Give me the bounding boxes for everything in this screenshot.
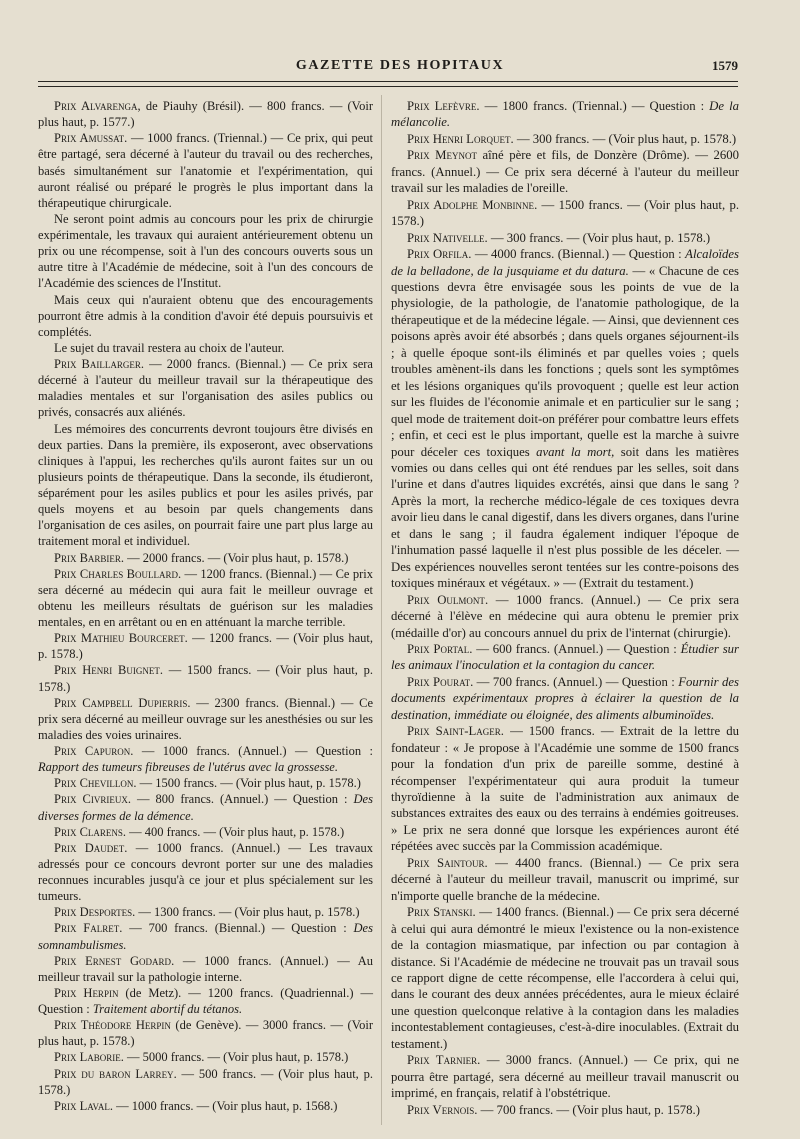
prize-text: . — 700 francs. (Annuel.) — Question : (470, 674, 679, 689)
prize-text: . — 1300 francs. — (Voir plus haut, p. 1578.) (132, 905, 360, 920)
prize-paragraph (38, 98, 373, 130)
prize-question: Fournir des documents expérimentaux propres à éclairer la question de la destination, immédiate ou éloignée, des aliments albuminoïdes. (391, 674, 740, 722)
prize-text: soit dans les matières vomies ou dans celles qui ont été rendues par les selles, soit dans l'urine et dans d'autres liquides excrétés, ainsi que dans le sang ? Après la mort, la recherche médico-légale de ces toxiques devra avoir lieu dans le canal digestif, dans les divers organes, dans l'urine et dans le sang ; il faudra également indiquer l'époque de l'inhumation passé laquelle il n'est plus possible de les déceler. — Des expériences nouvelles seront tentées sur les contre-poisons des toxiques minéraux et végétaux. » — (Extrait du testament.) (391, 444, 739, 591)
prize-question: Des somnambulismes. (38, 921, 373, 952)
prize-name: Prix Charles Boullard (54, 566, 178, 581)
prize-text: . — 2000 francs. (Biennal.) — Ce prix sera décerné à l'auteur du meilleur travail sur la thérapeutique des maladies mentales et sur l'organisation des asiles publics ou privés, consacrés aux aliénés. (38, 357, 373, 420)
prize-paragraph (38, 340, 373, 356)
prize-name: Prix Alvarenga (54, 99, 138, 113)
right-column (391, 98, 739, 1118)
prize-paragraph (38, 791, 373, 823)
prize-text: Le sujet du travail restera au choix de l'auteur. (54, 340, 285, 355)
prize-name: Prix Civrieux (54, 792, 128, 807)
prize-name: Prix Stanski (407, 905, 473, 920)
prize-text: . — 1000 francs. (Annuel.) — Au meilleur travail sur la pathologie interne. (38, 953, 373, 984)
prize-name: Prix Henri Buignet (54, 663, 160, 678)
prize-name: Prix Herpin (54, 985, 119, 1000)
prize-paragraph (391, 147, 739, 196)
prize-text: . — 1400 francs. (Biennal.) — Ce prix sera décerné à celui qui aura démontré le mieux l'existence ou la non-existence de la contagion miasmatique, par infection ou par contagion à distance. Si l'Académie de médecine ne trouvait pas un travail sous ce rapport digne de cette récompense, elle l'accordera à celui qui, dans le courant des deux années précédentes, aura le mieux éclairé une question quelconque relative à la contagion dans les maladies incontestablement contagieuses, c'est-à-dire inoculables. (Extrait du testament.) (391, 905, 739, 1051)
prize-name: Prix Ernest Godard (54, 953, 172, 968)
prize-name: Prix Desportes (54, 905, 133, 920)
prize-paragraph (391, 592, 739, 641)
prize-question: Rapport des tumeurs fibreuses de l'utérus avec la grossesse. (38, 760, 338, 775)
prize-text: (de Genève). — 3000 francs. — (Voir plus haut, p. 1578.) (38, 1018, 373, 1049)
prize-paragraph (38, 1017, 373, 1049)
prize-paragraph (38, 630, 373, 662)
prize-question: Étudier sur les animaux l'inoculation et la contagion du cancer. (391, 641, 739, 673)
prize-text: . — 300 francs. — (Voir plus haut, p. 1578.) (510, 131, 737, 146)
prize-text: . — 1000 francs. (Annuel.) — Les travaux adressés pour ce concours devront porter sur une des maladies reconnues incurables jusqu'à ce jour et plus spécialement sur les tumeurs. (38, 840, 373, 904)
prize-text: . — 1200 francs. (Biennal.) — Ce prix sera décerné au médecin qui aura fait le meilleur ouvrage et obtenu les meilleurs résultats de guérison sur les maladies mentales, en en arrêtant ou en en atténuant la marche terrible. (38, 566, 374, 629)
prize-text: . — 1000 francs. (Annuel.) — Ce prix sera décerné à l'élève en médecine qui aura obtenu le premier prix (médaille d'or) au concours annuel du prix de l'internat (chirurgie). (391, 592, 739, 640)
prize-paragraph (38, 356, 373, 421)
prize-name: Prix Henri Lorquet (407, 131, 511, 146)
prize-text: . — 1000 francs. — (Voir plus haut, p. 1568.) (109, 1098, 338, 1113)
prize-paragraph (38, 695, 373, 743)
prize-name: Prix Chevillon (54, 776, 134, 791)
prize-text: . — 2000 francs. — (Voir plus haut, p. 1578.) (120, 550, 349, 565)
prize-paragraph (38, 211, 373, 292)
prize-text: Ne seront point admis au concours pour les prix de chirurgie expérimentale, les travaux qui auraient antérieurement obtenu un prix ou une récompense, soit à l'un des concours ouverts sous un autre titre à l'Académie de médecine, soit à l'un des concours de l'Académie des sciences de l'Institut. (38, 211, 373, 291)
prize-text: . — 300 francs. — (Voir plus haut, p. 1578.) (484, 230, 711, 245)
prize-paragraph (391, 1102, 739, 1118)
page-header (0, 58, 800, 78)
prize-paragraph (38, 1049, 373, 1065)
prize-paragraph (38, 292, 373, 340)
prize-question: Des diverses formes de la démence. (38, 792, 373, 823)
prize-text: . — 1500 francs. — (Voir plus haut, p. 1578.) (38, 663, 373, 694)
prize-name: Prix Falret (54, 921, 120, 936)
prize-question: avant la mort, (536, 444, 615, 459)
page-number: 1579 (712, 58, 738, 73)
prize-name: Prix Oulmont (407, 592, 485, 607)
left-column (38, 98, 373, 1114)
prize-paragraph (38, 1066, 373, 1098)
prize-text: . — 4000 francs. (Biennal.) — Question : (468, 247, 686, 262)
journal-title: GAZETTE DES HOPITAUX (295, 58, 505, 73)
prize-name: Prix du baron Larrey (54, 1066, 174, 1081)
prize-paragraph (391, 904, 739, 1052)
prize-paragraph (38, 775, 373, 791)
prize-text: . — 1800 francs. (Triennal.) — Question : (476, 99, 710, 113)
prize-text: . — 700 francs. (Biennal.) — Question : (119, 921, 354, 936)
prize-paragraph (391, 246, 739, 592)
prize-paragraph (391, 131, 739, 147)
prize-name: Prix Vernois (407, 1102, 475, 1117)
prize-paragraph (391, 641, 739, 674)
prize-text: Les mémoires des concurrents devront toujours être divisés en deux parties. Dans la première, ils exposeront, avec observations cliniques à l'appui, les recherches qu'ils auront faites sur un ou plusieurs points de thérapeutique. Dans la seconde, ils étudieront, séparément pour les asiles publics et pour les asiles privés, par quels moyens et au besoin par quels changements dans l'organisation de ces asiles, on pourrait faire une part plus large au traitement moral et individuel. (38, 421, 373, 549)
prize-text: . — 600 francs. (Annuel.) — Question : (469, 641, 681, 656)
prize-paragraph (38, 662, 373, 694)
prize-text: aîné père et fils, de Donzère (Drôme). — 2600 francs. (Annuel.) — Ce prix sera décerné à l'auteur du meilleur travail sur les maladies de l'oreille. (391, 148, 740, 196)
prize-question: De la mélancolie. (391, 99, 739, 130)
prize-name: Prix Baillarger (54, 357, 141, 371)
prize-text: . — 1500 francs. — Extrait de la lettre du fondateur : « Je propose à l'Académie une somme de 1500 francs pour la fondation d'un prix de pareille somme, destiné à récompenser l'expérimentateur qui aura produit la tumeur thyroïdienne à la suite de l'administration aux animaux de substances extraites des eaux ou des terrains à endémies goitreuses. » Le prix ne sera donné que lorsque les expériences auront été répétées avec succès par la Commission académique. (391, 724, 739, 854)
prize-text: . — 5000 francs. — (Voir plus haut, p. 1578.) (120, 1050, 349, 1065)
prize-text: . — 2300 francs. (Biennal.) — Ce prix sera décerné au meilleur ouvrage sur les anesthésies ou sur les maladies des voies urinaires. (38, 695, 373, 742)
prize-paragraph (391, 98, 739, 131)
prize-text: . — 1000 francs. (Triennal.) — Ce prix, qui peut être partagé, sera décerné à l'auteur du travail ou des recherches, basés simultanément sur l'anatomie et l'expérimentation, qui auront réalisé ou préparé le progrès le plus important dans la thérapeutique chirurgicale. (38, 131, 373, 210)
header-rule (38, 81, 738, 82)
prize-paragraph (391, 723, 739, 855)
prize-paragraph (38, 985, 373, 1017)
prize-text: . — 500 francs. — (Voir plus haut, p. 1578.) (38, 1066, 374, 1097)
prize-paragraph (391, 855, 739, 904)
prize-text: . — 1000 francs. (Annuel.) — Question : (130, 744, 373, 758)
prize-name: Prix Capuron (54, 744, 131, 758)
prize-name: Prix Pourat (407, 674, 471, 689)
prize-name: Prix Saintour (407, 855, 485, 870)
prize-text: . — 3000 francs. (Annuel.) — Ce prix, qui ne pourra être partagé, sera décerné au meilleur travail manuscrit ou imprimé, en français, relatif à l'obstétrique. (391, 1053, 739, 1101)
prize-paragraph (38, 953, 373, 985)
prize-paragraph (38, 743, 373, 775)
prize-paragraph (38, 824, 373, 840)
prize-name: Prix Daudet (54, 840, 125, 855)
prize-name: Prix Portal (407, 641, 470, 656)
prize-paragraph (391, 674, 739, 723)
prize-name: Prix Amussat (54, 131, 125, 146)
prize-name: Prix Meynot (407, 148, 477, 163)
prize-name: Prix Lefèvre (407, 99, 477, 113)
prize-question: Traitement abortif du tétanos. (92, 1002, 243, 1016)
prize-name: Prix Adolphe Monbinne (407, 197, 535, 212)
prize-name: Prix Clarens (54, 824, 123, 839)
prize-paragraph (38, 904, 373, 920)
prize-text: . — 1200 francs. — (Voir plus haut, p. 1578.) (38, 631, 374, 662)
prize-text: . — 400 francs. — (Voir plus haut, p. 1578.) (122, 824, 345, 839)
prize-text: . — 700 francs. — (Voir plus haut, p. 1578.) (474, 1102, 700, 1117)
prize-paragraph (38, 1098, 373, 1114)
prize-text: — « Chacune de ces questions devra être envisagée sous les points de vue de la physiologie, de la pathologie, de l'anatomie pathologique, de la thérapeutique et de la médecine légale. — Ainsi, que deviennent ces poisons après avoir été absorbés ; dans quels organes séjournent-ils ; à quelle époque sont-ils éliminés et par quelles voies ; quels troubles amènent-ils dans les fonctions ; quels sont les symptômes et les lésions organiques qu'ils provoquent ; quelle est leur action sur les fluides de l'économie animale et en particulier sur le sang ; quel mode de traitement doit-on préférer pour combattre leurs effets ; enfin, et ceci est le plus important, quelle est la marche à suivre pour déceler ces toxiques (391, 263, 739, 459)
prize-text: (de Metz). — 1200 francs. (Quadriennal.) — Question : (38, 985, 374, 1016)
prize-paragraph (38, 550, 373, 566)
prize-paragraph (391, 1052, 739, 1101)
prize-paragraph (38, 840, 373, 905)
prize-paragraph (38, 421, 373, 550)
prize-name: Prix Laborie (54, 1050, 121, 1065)
prize-name: Prix Nativelle (407, 230, 485, 245)
prize-paragraph (38, 130, 373, 211)
column-divider (381, 95, 382, 1125)
prize-name: Prix Campbell Dupierris (54, 695, 188, 710)
prize-name: Prix Saint-Lager (407, 724, 501, 739)
prize-name: Prix Théodore Herpin (54, 1018, 171, 1033)
prize-text: . — 4400 francs. (Biennal.) — Ce prix sera décerné à l'auteur du meilleur travail, manuscrit ou imprimé, sur n'importe quelle branche de la médecine. (391, 855, 739, 903)
prize-paragraph (38, 566, 373, 631)
prize-name: Prix Orfila (407, 247, 469, 262)
prize-name: Prix Barbier (54, 550, 121, 565)
prize-paragraph (38, 920, 373, 952)
prize-text: . — 800 francs. (Annuel.) — Question : (127, 792, 354, 807)
prize-name: Prix Laval (54, 1098, 110, 1113)
prize-text: . — 1500 francs. — (Voir plus haut, p. 1578.) (133, 776, 361, 791)
prize-text: , de Piauhy (Brésil). — 800 francs. — (Voir plus haut, p. 1577.) (38, 99, 373, 130)
prize-text: . — 1500 francs. — (Voir plus haut, p. 1578.) (391, 197, 740, 229)
header-rule-double (38, 86, 738, 87)
prize-name: Prix Mathieu Bourceret (54, 631, 185, 646)
prize-paragraph (391, 230, 739, 246)
prize-question: Alcaloïdes de la belladone, de la jusquiame et du datura. (391, 247, 739, 278)
prize-paragraph (391, 197, 739, 230)
prize-name: Prix Tarnier (407, 1053, 478, 1068)
prize-text: Mais ceux qui n'auraient obtenu que des encouragements pourront être admis à la condition d'avoir été depuis poursuivis et complétés. (38, 292, 373, 339)
